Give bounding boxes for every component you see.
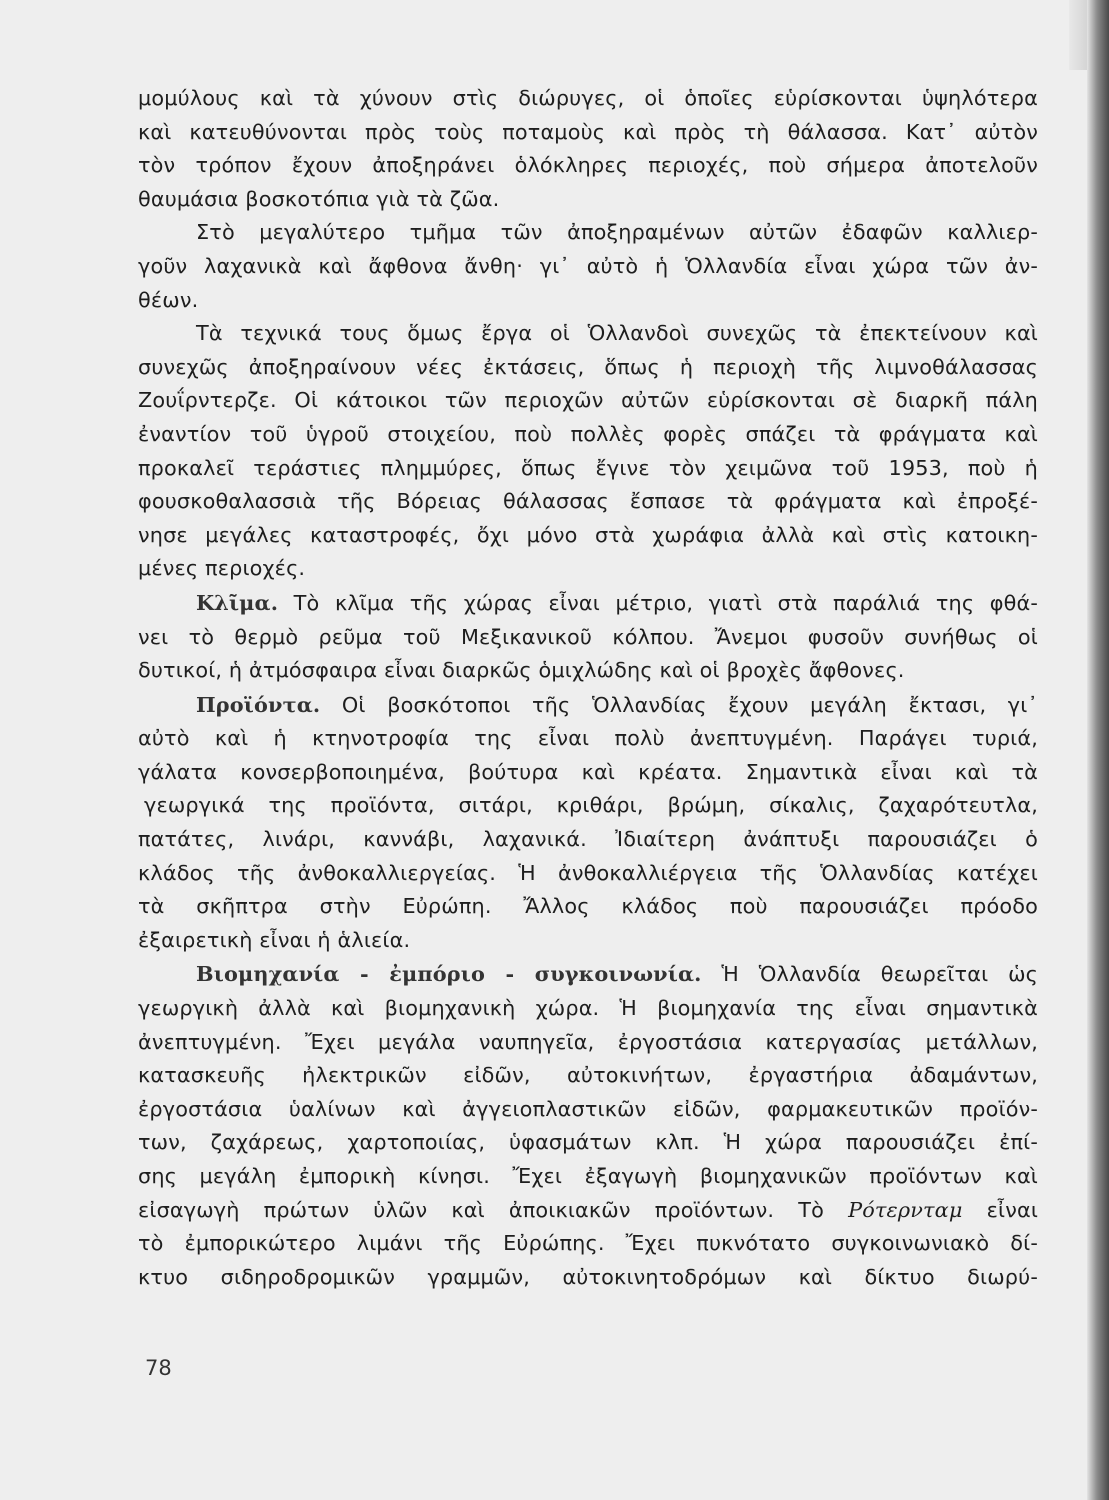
text-line: κλάδος τῆς ἀνθοκαλλιεργείας. Ἡ ἀνθοκαλλιέργεια τῆς Ὁλλανδίας κατέχει: [138, 860, 1038, 885]
text-line-with-city: [138, 1194, 1038, 1228]
text-line: γοῦν λαχανικὰ καὶ ἄφθονα ἄνθη· γι᾽ αὐτὸ ἡ Ὁλλανδία εἶναι χώρα τῶν ἀν-: [138, 253, 1038, 278]
text-line: Τὰ τεχνικά τους ὅμως ἔργα οἱ Ὁλλανδοὶ συνεχῶς τὰ ἐπεκτείνουν καὶ: [196, 321, 1038, 346]
text-line: νει τὸ θερμὸ ρεῦμα τοῦ Μεξικανικοῦ κόλπου. Ἄνεμοι φυσοῦν συνήθως οἱ: [138, 624, 1038, 649]
text-line: ἐναντίον τοῦ ὑγροῦ στοιχείου, ποὺ πολλὲς φορὲς σπάζει τὰ φράγματα καὶ: [138, 421, 1038, 446]
text-fragment: εἰσαγωγὴ πρώτων ὑλῶν καὶ ἀποικιακῶν προϊόντων. Τὸ: [138, 1197, 824, 1222]
section-heading-viomichania: Βιομηχανία - ἐμπόριο - συγκοινωνία.: [196, 961, 702, 987]
section-heading-proionta: Προϊόντα.: [196, 691, 321, 717]
text-line: Ζουΐρντερζε. Οἱ κάτοικοι τῶν περιοχῶν αὐτῶν εὑρίσκονται σὲ διαρκῆ πάλη: [138, 388, 1038, 413]
text-line: τὸ ἐμπορικώτερο λιμάνι τῆς Εὐρώπης. Ἔχει πυκνότατο συγκοινωνιακὸ δί-: [138, 1231, 1038, 1256]
book-spine-shadow: [1087, 0, 1109, 1500]
text-line: Οἱ βοσκότοποι τῆς Ὁλλανδίας ἔχουν μεγάλη ἔκτασι, γι᾽: [341, 692, 1038, 717]
text-line: πατάτες, λινάρι, καννάβι, λαχανικά. Ἰδιαίτερη ἀνάπτυξι παρουσιάζει ὁ: [138, 827, 1038, 852]
text-line: θέων.: [138, 287, 199, 312]
text-line: προκαλεῖ τεράστιες πλημμύρες, ὅπως ἔγινε τὸν χειμῶνα τοῦ 1953, ποὺ ἡ: [138, 455, 1038, 480]
text-line: των, ζαχάρεως, χαρτοποιίας, ὑφασμάτων κλπ. Ἡ χώρα παρουσιάζει ἐπί-: [138, 1130, 1038, 1155]
text-line: συνεχῶς ἀποξηραίνουν νέες ἐκτάσεις, ὅπως ἡ περιοχὴ τῆς λιμνοθάλασσας: [138, 354, 1038, 379]
text-line: τὰ σκῆπτρα στὴν Εὐρώπη. Ἄλλος κλάδος ποὺ παρουσιάζει πρόοδο: [138, 894, 1038, 919]
text-line: ἐξαιρετικὴ εἶναι ἡ ἁλιεία.: [138, 927, 411, 952]
text-line: φουσκοθαλασσιὰ τῆς Βόρειας θάλασσας ἔσπασε τὰ φράγματα καὶ ἐπροξέ-: [138, 489, 1038, 514]
text-line: μένες περιοχές.: [138, 556, 306, 581]
text-line: κατασκευῆς ἠλεκτρικῶν εἰδῶν, αὐτοκινήτων, ἐργαστήρια ἀδαμάντων,: [138, 1063, 1038, 1088]
text-line: σης μεγάλη ἐμπορικὴ κίνησι. Ἔχει ἐξαγωγὴ βιομηχανικῶν προϊόντων καὶ: [138, 1164, 1038, 1188]
text-line: θαυμάσια βοσκοτόπια γιὰ τὰ ζῶα.: [138, 186, 500, 211]
text-line: κτυο σιδηροδρομικῶν γραμμῶν, αὐτοκινητοδρόμων καὶ δίκτυο διωρύ-: [138, 1264, 1038, 1289]
page-text: [138, 82, 1038, 1294]
text-fragment: εἶναι: [962, 1197, 1039, 1222]
proionta-paragraph-start: [138, 688, 1038, 723]
page-number: 78: [145, 1356, 172, 1380]
text-line: γεωργικὴ ἀλλὰ καὶ βιομηχανικὴ χώρα. Ἡ βιομηχανία της εἶναι σημαντικὰ: [138, 996, 1038, 1021]
viomichania-paragraph-start: [138, 957, 1038, 992]
text-line: Στὸ μεγαλύτερο τμῆμα τῶν ἀποξηραμένων αὐτῶν ἐδαφῶν καλλιερ-: [196, 220, 1038, 245]
text-line: ἀνεπτυγμένη. Ἔχει μεγάλα ναυπηγεῖα, ἐργοστάσια κατεργασίας μετάλλων,: [138, 1029, 1038, 1054]
text-line: Τὸ κλῖμα τῆς χώρας εἶναι μέτριο, γιατὶ στὰ παράλιά της φθά-: [293, 590, 1038, 615]
text-line: γάλατα κονσερβοποιημένα, βούτυρα καὶ κρέατα. Σημαντικὰ εἶναι καὶ τὰ: [138, 759, 1038, 784]
text-line: τὸν τρόπον ἔχουν ἀποξηράνει ὁλόκληρες περιοχές, ποὺ σήμερα ἀποτελοῦν: [138, 153, 1038, 178]
text-line: δυτικοί, ἡ ἀτμόσφαιρα εἶναι διαρκῶς ὁμιχλώδης καὶ οἱ βροχὲς ἄφθονες.: [138, 658, 905, 683]
section-heading-klima: Κλῖμα.: [196, 589, 279, 615]
text-line: καὶ κατευθύνονται πρὸς τοὺς ποταμοὺς καὶ πρὸς τὴ θάλασσα. Κατ᾽ αὐτὸν: [138, 119, 1038, 144]
text-line: ἐργοστάσια ὑαλίνων καὶ ἀγγειοπλαστικῶν εἰδῶν, φαρμακευτικῶν προϊόν-: [138, 1096, 1038, 1121]
text-line: μομύλους καὶ τὰ χύνουν στὶς διώρυγες, οἱ ὁποῖες εὑρίσκονται ὑψηλότερα: [138, 86, 1038, 110]
text-line: νησε μεγάλες καταστροφές, ὄχι μόνο στὰ χωράφια ἀλλὰ καὶ στὶς κατοικη-: [138, 522, 1038, 547]
text-line: γεωργικά της προϊόντα, σιτάρι, κριθάρι, βρώμη, σίκαλις, ζαχαρότευτλα,: [144, 793, 1038, 818]
city-name-rotterdam: Ρότερνταμ: [848, 1197, 963, 1222]
klima-paragraph-start: [138, 586, 1038, 621]
text-line: Ἡ Ὁλλανδία θεωρεῖται ὡς: [721, 962, 1039, 987]
text-line: αὐτὸ καὶ ἡ κτηνοτροφία της εἶναι πολὺ ἀνεπτυγμένη. Παράγει τυριά,: [138, 726, 1038, 751]
